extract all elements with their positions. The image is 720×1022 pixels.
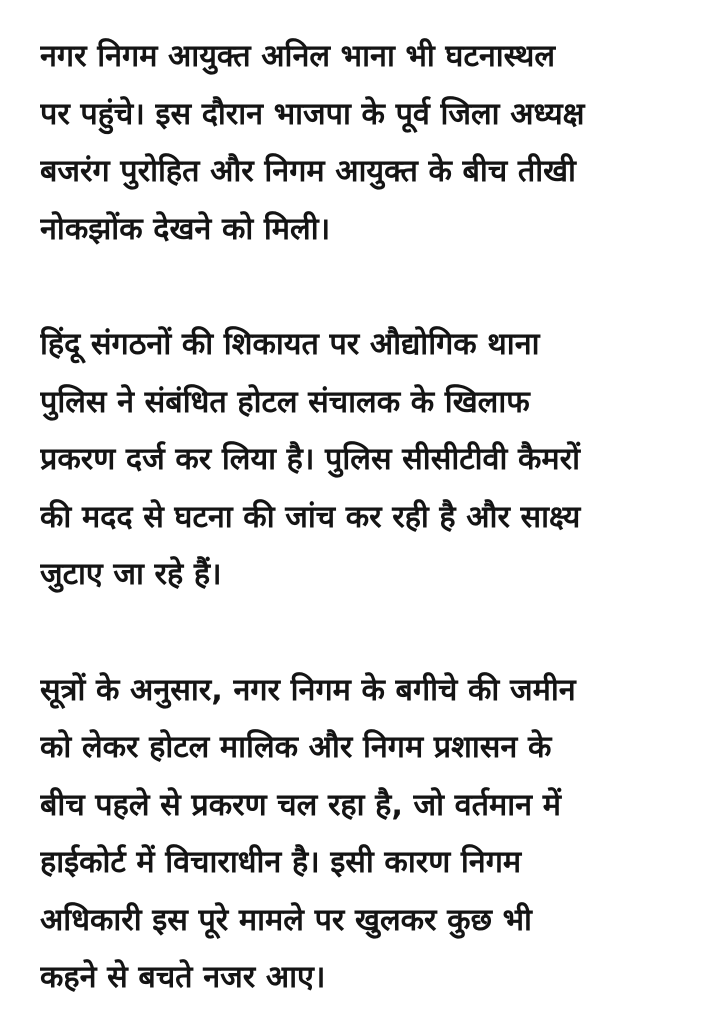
text-line: सूत्रों के अनुसार, नगर निगम के बगीचे की जमीन	[40, 672, 576, 708]
paragraph-police-case	[40, 316, 690, 604]
paragraph-spacer	[40, 258, 690, 316]
text-line: बीच पहले से प्रकरण चल रहा है, जो वर्तमान में	[40, 787, 561, 823]
paragraph-spacer	[40, 604, 690, 662]
text-line: को लेकर होटल मालिक और निगम प्रशासन के	[40, 730, 552, 765]
text-line: पर पहुंचे। इस दौरान भाजपा के पूर्व जिला अध्यक्ष	[40, 96, 585, 132]
text-line: कहने से बचते नजर आए।	[40, 960, 326, 995]
text-line: पुलिस ने संबंधित होटल संचालक के खिलाफ	[40, 384, 530, 420]
text-line: हिंदू संगठनों की शिकायत पर औद्योगिक थाना	[40, 327, 540, 362]
text-line: नोकझोंक देखने को मिली।	[40, 211, 331, 247]
text-line: की मदद से घटना की जांच कर रही है और साक्ष्य	[40, 499, 581, 535]
paragraph-commissioner-visit	[40, 28, 690, 258]
text-line: बजरंग पुरोहित और निगम आयुक्त के बीच तीखी	[40, 154, 576, 189]
text-line: अधिकारी इस पूरे मामले पर खुलकर कुछ भी	[40, 902, 532, 938]
text-line: जुटाए जा रहे हैं।	[40, 557, 222, 592]
text-line: हाईकोर्ट में विचाराधीन है। इसी कारण निगम	[40, 845, 522, 880]
paragraph-sources	[40, 662, 690, 1007]
article-body	[40, 28, 690, 1007]
text-line: प्रकरण दर्ज कर लिया है। पुलिस सीसीटीवी कैमरों	[40, 442, 581, 477]
text-line: नगर निगम आयुक्त अनिल भाना भी घटनास्थल	[40, 39, 556, 74]
